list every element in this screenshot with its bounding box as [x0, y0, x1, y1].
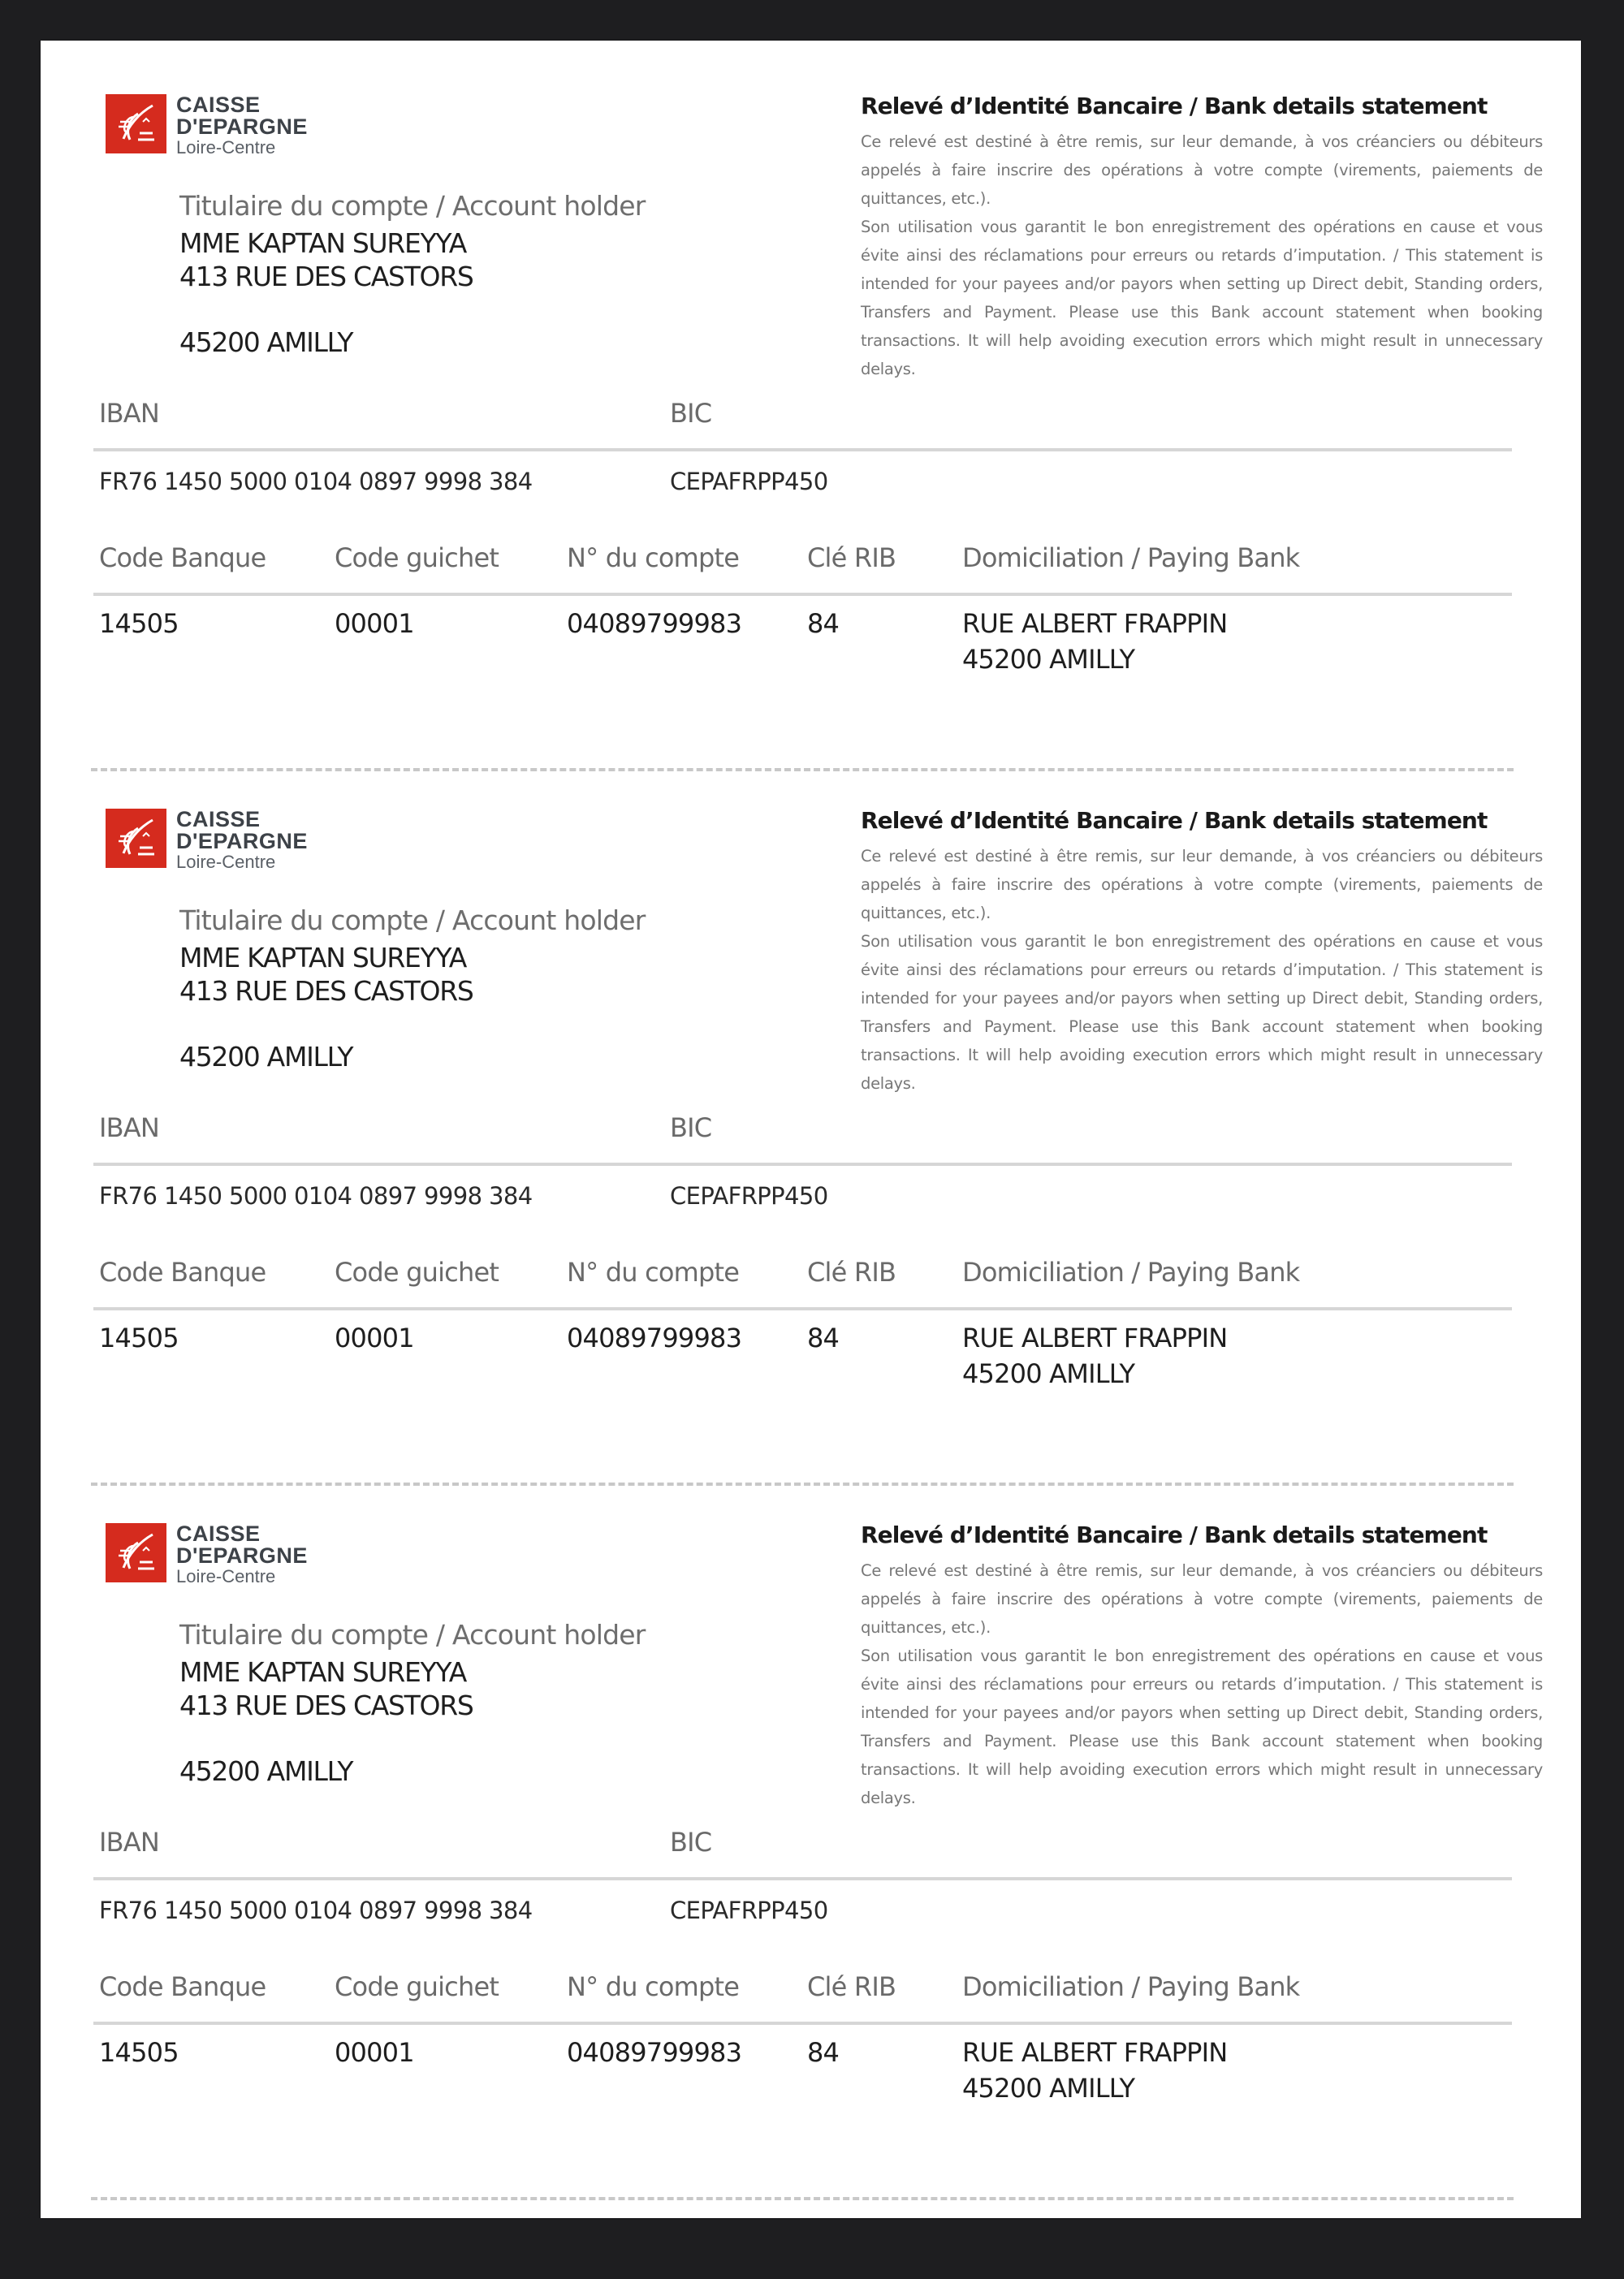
- caisse-epargne-squirrel-icon: [106, 1523, 166, 1582]
- logo-text-region: Loire-Centre: [176, 137, 276, 158]
- rib-page: [41, 41, 1581, 2218]
- logo-text-caisse: CAISSE: [176, 1521, 261, 1546]
- domiciliation-city: 45200 AMILLY: [962, 644, 1135, 675]
- statement-title: Relevé d’Identité Bancaire / Bank details statement: [861, 807, 1488, 834]
- statement-notice: [861, 1521, 1543, 1812]
- statement-title: Relevé d’Identité Bancaire / Bank details statement: [861, 1521, 1488, 1548]
- account-holder: [179, 190, 646, 359]
- logo-text-epargne: D'EPARGNE: [176, 1543, 308, 1568]
- account-holder: [179, 1619, 646, 1788]
- cle-rib-value: 84: [807, 1323, 840, 1353]
- divider: [93, 1163, 1512, 1166]
- logo-text-epargne: D'EPARGNE: [176, 114, 308, 139]
- code-guichet-value: 00001: [335, 608, 414, 639]
- account-holder-address: 413 RUE DES CASTORS: [179, 261, 473, 292]
- code-banque-value: 14505: [99, 2037, 179, 2068]
- code-guichet-label: Code guichet: [335, 1971, 499, 2002]
- statement-paragraph-fr: Ce relevé est destiné à être remis, sur leur demande, à vos créanciers ou débiteurs appelés à faire inscrire des opérations à votre compte (virements, paiements de quittances, etc.).: [861, 1561, 1543, 1637]
- bic-label: BIC: [670, 1112, 712, 1143]
- account-number-value: 04089799983: [567, 1323, 742, 1353]
- divider: [93, 1877, 1512, 1880]
- logo-text-caisse: CAISSE: [176, 807, 261, 831]
- iban-label: IBAN: [99, 398, 160, 429]
- statement-paragraph-fr: Ce relevé est destiné à être remis, sur leur demande, à vos créanciers ou débiteurs appelés à faire inscrire des opérations à votre compte (virements, paiements de quittances, etc.).: [861, 132, 1543, 208]
- iban-value: FR76 1450 5000 0104 0897 9998 384: [99, 468, 533, 495]
- domiciliation-label: Domiciliation / Paying Bank: [962, 542, 1300, 573]
- logo-text-epargne: D'EPARGNE: [176, 829, 308, 853]
- logo-text-region: Loire-Centre: [176, 852, 276, 872]
- bank-logo: [106, 94, 308, 157]
- domiciliation-city: 45200 AMILLY: [962, 1358, 1135, 1389]
- cle-rib-value: 84: [807, 2037, 840, 2068]
- statement-paragraph-en: Son utilisation vous garantit le bon enregistrement des opérations en cause et vous évite ainsi des réclamations pour erreurs ou retards d’imputation. / This statement is intended for your payees and/or payors when setting up Direct debit, Standing orders, Transfers and Payment. Please use this Bank account statement when booking transactions. It will help avoiding execution errors which might result in unnecessary delays.: [861, 1647, 1543, 1807]
- rib-slip-1: [41, 41, 1581, 755]
- code-banque-label: Code Banque: [99, 1257, 266, 1288]
- caisse-epargne-squirrel-icon: [106, 809, 166, 868]
- statement-notice: [861, 807, 1543, 1098]
- account-holder-city: 45200 AMILLY: [179, 1755, 353, 1787]
- account-holder-name: MME KAPTAN SUREYYA: [179, 227, 466, 259]
- domiciliation-label: Domiciliation / Paying Bank: [962, 1257, 1300, 1288]
- logo-text-region: Loire-Centre: [176, 1566, 276, 1586]
- code-banque-label: Code Banque: [99, 542, 266, 573]
- cle-rib-label: Clé RIB: [807, 1971, 896, 2002]
- account-holder-label: Titulaire du compte / Account holder: [179, 190, 646, 222]
- code-guichet-value: 00001: [335, 2037, 414, 2068]
- statement-title: Relevé d’Identité Bancaire / Bank details statement: [861, 93, 1488, 119]
- account-number-value: 04089799983: [567, 608, 742, 639]
- account-holder-address: 413 RUE DES CASTORS: [179, 975, 473, 1007]
- bank-logo: [106, 809, 308, 871]
- domiciliation-label: Domiciliation / Paying Bank: [962, 1971, 1300, 2002]
- divider: [93, 1307, 1512, 1310]
- account-number-value: 04089799983: [567, 2037, 742, 2068]
- iban-value: FR76 1450 5000 0104 0897 9998 384: [99, 1897, 533, 1924]
- bic-label: BIC: [670, 398, 712, 429]
- bic-value: CEPAFRPP450: [670, 1182, 828, 1210]
- domiciliation-city: 45200 AMILLY: [962, 2073, 1135, 2104]
- account-holder-city: 45200 AMILLY: [179, 1041, 353, 1073]
- domiciliation-street: RUE ALBERT FRAPPIN: [962, 608, 1228, 639]
- account-holder-name: MME KAPTAN SUREYYA: [179, 1656, 466, 1688]
- account-holder-label: Titulaire du compte / Account holder: [179, 1619, 646, 1651]
- code-guichet-label: Code guichet: [335, 542, 499, 573]
- account-holder-address: 413 RUE DES CASTORS: [179, 1690, 473, 1721]
- statement-paragraph-en: Son utilisation vous garantit le bon enregistrement des opérations en cause et vous évite ainsi des réclamations pour erreurs ou retards d’imputation. / This statement is intended for your payees and/or payors when setting up Direct debit, Standing orders, Transfers and Payment. Please use this Bank account statement when booking transactions. It will help avoiding execution errors which might result in unnecessary delays.: [861, 218, 1543, 378]
- account-number-label: N° du compte: [567, 542, 740, 573]
- statement-paragraph-en: Son utilisation vous garantit le bon enregistrement des opérations en cause et vous évite ainsi des réclamations pour erreurs ou retards d’imputation. / This statement is intended for your payees and/or payors when setting up Direct debit, Standing orders, Transfers and Payment. Please use this Bank account statement when booking transactions. It will help avoiding execution errors which might result in unnecessary delays.: [861, 932, 1543, 1093]
- domiciliation-street: RUE ALBERT FRAPPIN: [962, 2037, 1228, 2068]
- cle-rib-label: Clé RIB: [807, 1257, 896, 1288]
- cut-line: [91, 2197, 1514, 2200]
- code-banque-label: Code Banque: [99, 1971, 266, 2002]
- bic-label: BIC: [670, 1827, 712, 1858]
- caisse-epargne-squirrel-icon: [106, 94, 166, 153]
- bank-logo: [106, 1523, 308, 1586]
- bic-value: CEPAFRPP450: [670, 1897, 828, 1924]
- account-holder-city: 45200 AMILLY: [179, 326, 353, 358]
- account-holder: [179, 904, 646, 1073]
- code-banque-value: 14505: [99, 1323, 179, 1353]
- account-holder-label: Titulaire du compte / Account holder: [179, 904, 646, 936]
- account-holder-name: MME KAPTAN SUREYYA: [179, 942, 466, 973]
- code-guichet-label: Code guichet: [335, 1257, 499, 1288]
- divider: [93, 2022, 1512, 2025]
- rib-slip-3: [41, 1470, 1581, 2184]
- code-guichet-value: 00001: [335, 1323, 414, 1353]
- cle-rib-label: Clé RIB: [807, 542, 896, 573]
- cle-rib-value: 84: [807, 608, 840, 639]
- statement-notice: [861, 93, 1543, 383]
- account-number-label: N° du compte: [567, 1971, 740, 2002]
- iban-label: IBAN: [99, 1112, 160, 1143]
- account-number-label: N° du compte: [567, 1257, 740, 1288]
- divider: [93, 593, 1512, 596]
- logo-text-caisse: CAISSE: [176, 93, 261, 117]
- bic-value: CEPAFRPP450: [670, 468, 828, 495]
- domiciliation-street: RUE ALBERT FRAPPIN: [962, 1323, 1228, 1353]
- rib-slip-2: [41, 755, 1581, 1470]
- iban-label: IBAN: [99, 1827, 160, 1858]
- code-banque-value: 14505: [99, 608, 179, 639]
- divider: [93, 448, 1512, 451]
- statement-paragraph-fr: Ce relevé est destiné à être remis, sur leur demande, à vos créanciers ou débiteurs appelés à faire inscrire des opérations à votre compte (virements, paiements de quittances, etc.).: [861, 847, 1543, 922]
- iban-value: FR76 1450 5000 0104 0897 9998 384: [99, 1182, 533, 1210]
